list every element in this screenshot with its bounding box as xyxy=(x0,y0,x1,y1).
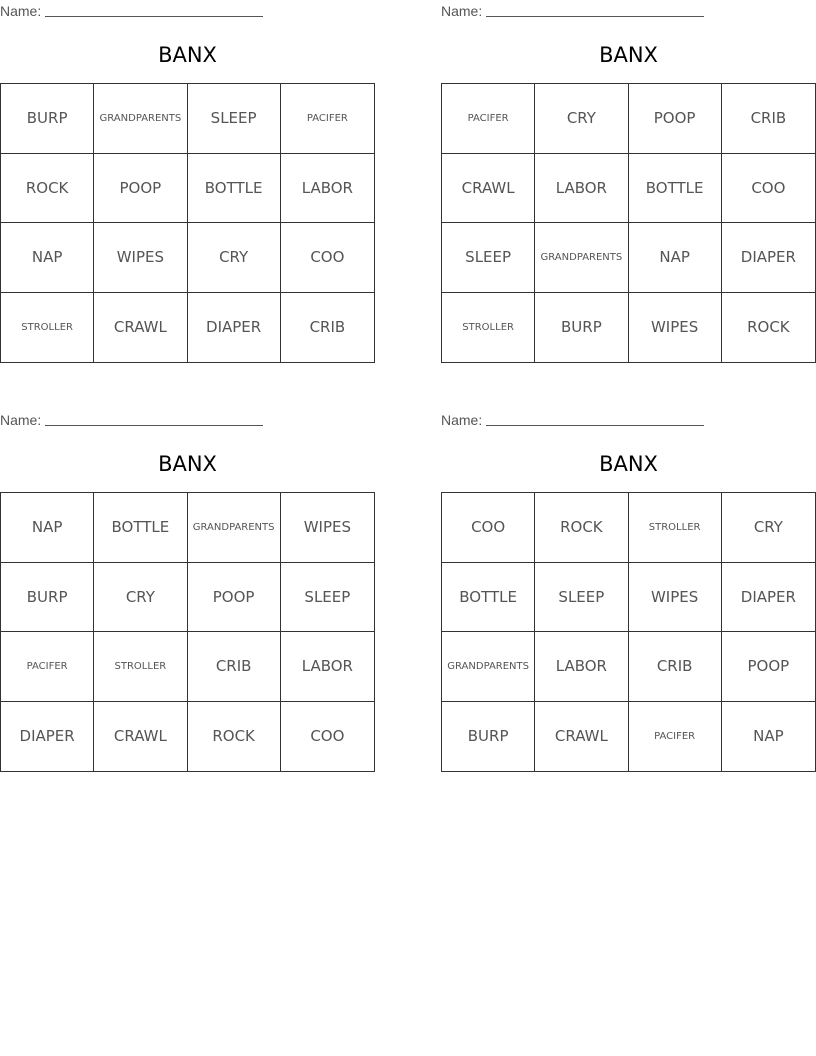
bingo-cell: NAP xyxy=(753,727,784,746)
bingo-cell: CRY xyxy=(722,493,815,563)
bingo-cell: CRY xyxy=(535,84,628,154)
bingo-cell: BOTTLE xyxy=(629,154,722,224)
bingo-cell: WIPES xyxy=(281,493,374,563)
bingo-cell: PACIFER xyxy=(1,632,94,702)
bingo-cell: NAP xyxy=(629,223,722,293)
bingo-cell: BURP xyxy=(442,702,535,772)
bingo-cell: GRANDPARENTS xyxy=(442,632,535,702)
bingo-cell: POOP xyxy=(94,154,187,224)
bingo-cell: GRANDPARENTS xyxy=(535,223,628,293)
name-label: Name: xyxy=(441,3,483,19)
bingo-grid xyxy=(0,83,375,363)
bingo-cell: POOP xyxy=(188,563,281,633)
bingo-cell: COO xyxy=(281,223,374,293)
bingo-cell: NAP xyxy=(1,493,94,563)
bingo-cell: CRY xyxy=(94,563,187,633)
bingo-cell: CRAWL xyxy=(94,702,187,772)
bingo-cell: GRANDPARENTS xyxy=(94,84,187,154)
bingo-cell: CRAWL xyxy=(535,702,628,772)
bingo-cell: LABOR xyxy=(281,632,374,702)
name-label: Name: xyxy=(441,412,483,428)
bingo-cell: ROCK xyxy=(1,154,94,224)
bingo-cell: CRIB xyxy=(309,318,346,337)
bingo-cell: CRAWL xyxy=(94,293,187,363)
bingo-grid xyxy=(441,492,816,772)
bingo-cell: BOTTLE xyxy=(188,154,281,224)
bingo-cell: POOP xyxy=(629,84,722,154)
bingo-grid xyxy=(0,492,375,772)
bingo-cell: SLEEP xyxy=(188,84,281,154)
bingo-cell: LABOR xyxy=(535,154,628,224)
bingo-cell: ROCK xyxy=(747,318,790,337)
bingo-cell: WIPES xyxy=(629,563,722,633)
card-title: BANX xyxy=(158,452,217,476)
bingo-cell: SLEEP xyxy=(281,563,374,633)
bingo-cell: CRAWL xyxy=(442,154,535,224)
bingo-cell: SLEEP xyxy=(535,563,628,633)
bingo-cell: LABOR xyxy=(535,632,628,702)
bingo-cell: STROLLER xyxy=(442,293,535,363)
bingo-cell: DIAPER xyxy=(188,293,281,363)
name-label: Name: xyxy=(0,412,42,428)
bingo-cell: BOTTLE xyxy=(442,563,535,633)
bingo-cell: STROLLER xyxy=(1,293,94,363)
bingo-cell: LABOR xyxy=(281,154,374,224)
name-field[interactable] xyxy=(486,425,704,426)
bingo-cell: GRANDPARENTS xyxy=(188,493,281,563)
card-title: BANX xyxy=(599,452,658,476)
bingo-cell: BOTTLE xyxy=(94,493,187,563)
bingo-cell: NAP xyxy=(1,223,94,293)
bingo-cell: PACIFER xyxy=(281,84,374,154)
bingo-cell: DIAPER xyxy=(722,223,815,293)
bingo-grid xyxy=(441,83,816,363)
bingo-cell: BURP xyxy=(1,84,94,154)
bingo-cell: COO xyxy=(442,493,535,563)
name-field[interactable] xyxy=(45,425,263,426)
bingo-cell: WIPES xyxy=(629,293,722,363)
bingo-cell: DIAPER xyxy=(1,702,94,772)
bingo-cell: COO xyxy=(310,727,345,746)
bingo-cell: STROLLER xyxy=(629,493,722,563)
bingo-cell: CRIB xyxy=(722,84,815,154)
bingo-cell: PACIFER xyxy=(442,84,535,154)
name-field[interactable] xyxy=(45,16,263,17)
bingo-cell: CRIB xyxy=(188,632,281,702)
name-label: Name: xyxy=(0,3,42,19)
bingo-cell: PACIFER xyxy=(629,702,722,772)
bingo-cell: BURP xyxy=(1,563,94,633)
bingo-cell: STROLLER xyxy=(94,632,187,702)
bingo-cell: ROCK xyxy=(188,702,281,772)
name-field[interactable] xyxy=(486,16,704,17)
bingo-cell: ROCK xyxy=(535,493,628,563)
bingo-cell: POOP xyxy=(722,632,815,702)
bingo-cell: CRIB xyxy=(629,632,722,702)
card-title: BANX xyxy=(599,43,658,67)
bingo-cell: DIAPER xyxy=(722,563,815,633)
bingo-cell: WIPES xyxy=(94,223,187,293)
bingo-cell: CRY xyxy=(188,223,281,293)
bingo-cell: BURP xyxy=(535,293,628,363)
card-title: BANX xyxy=(158,43,217,67)
bingo-cell: SLEEP xyxy=(442,223,535,293)
bingo-cell: COO xyxy=(722,154,815,224)
